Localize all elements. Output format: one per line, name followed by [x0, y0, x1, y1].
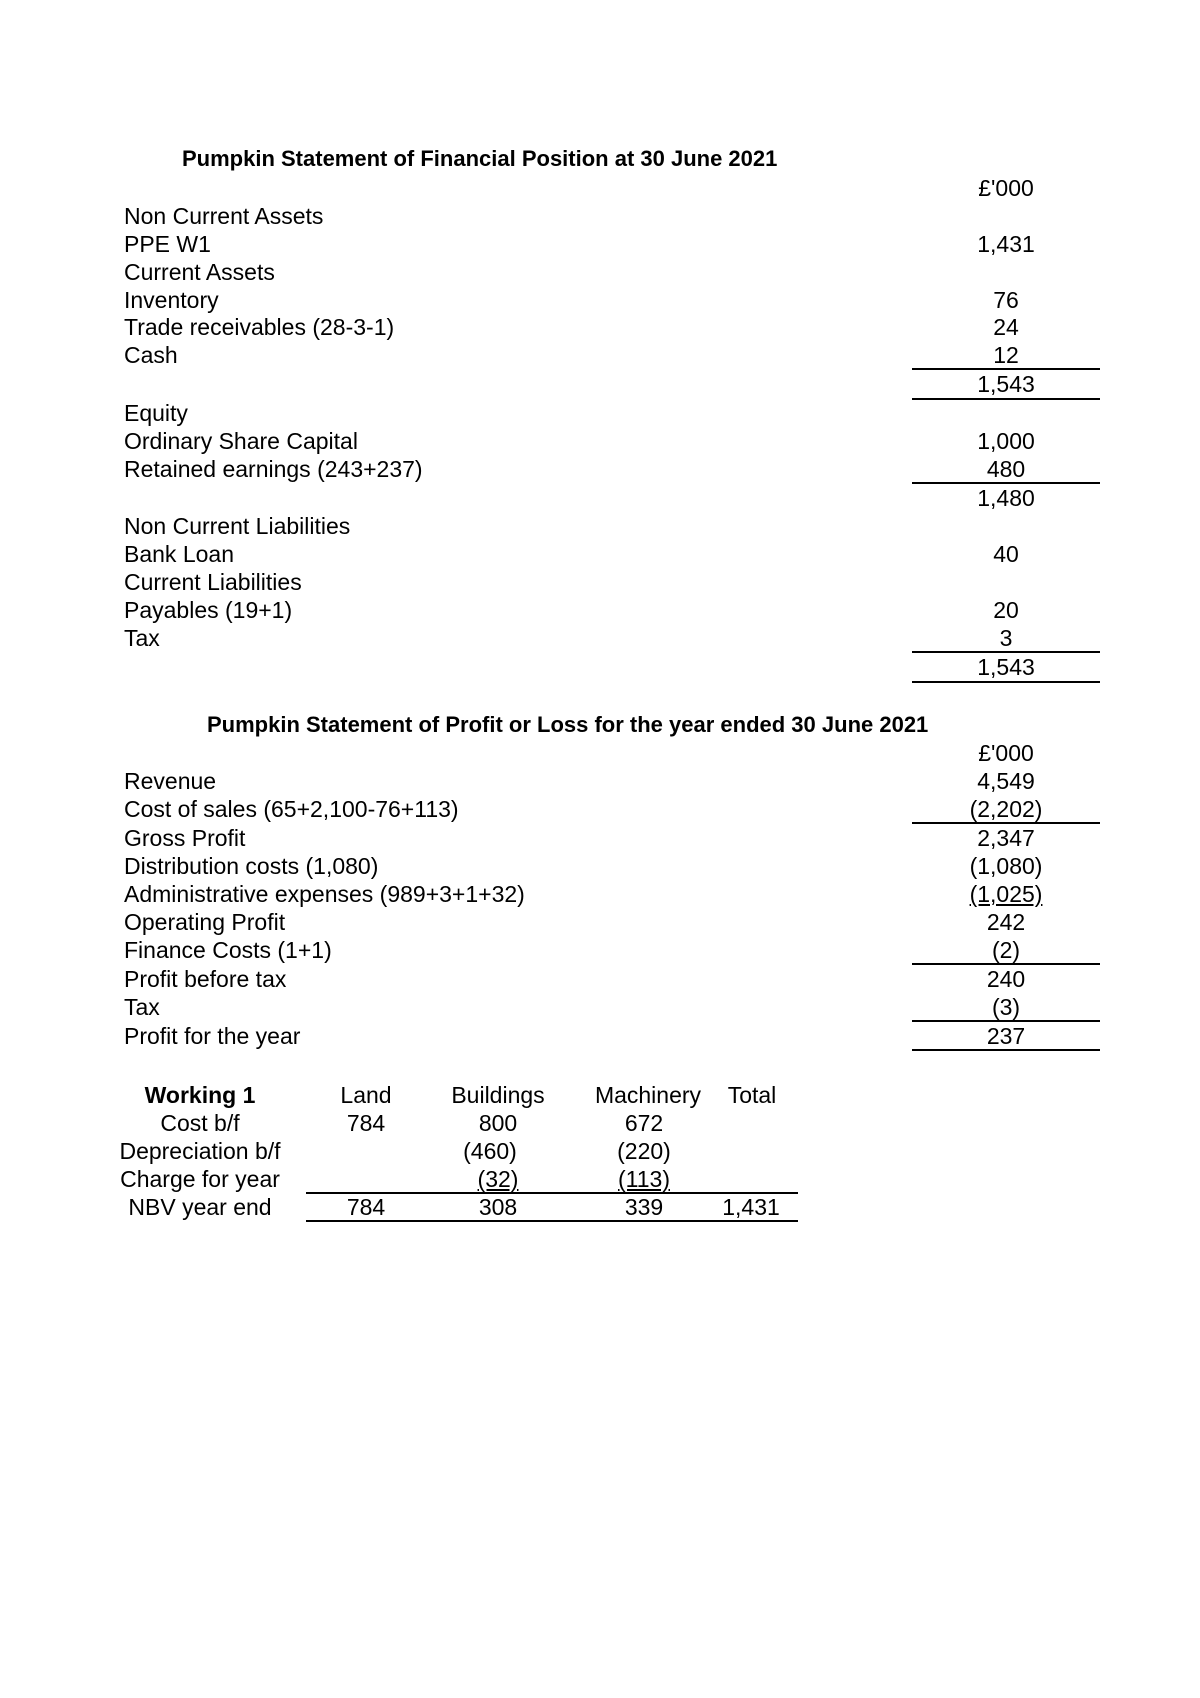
- col-header-machinery: Machinery: [594, 1082, 702, 1108]
- sopl-row-value: 242: [986, 909, 1026, 935]
- sofp-row-label: Payables (19+1): [124, 597, 293, 623]
- sofp-row-label: Cash: [124, 342, 178, 368]
- working-machinery-charge-text: (113): [618, 1166, 670, 1192]
- working-1-title: Working 1: [144, 1082, 256, 1108]
- sopl-row-label: Distribution costs (1,080): [124, 853, 379, 879]
- sopl-row-label: Operating Profit: [124, 909, 286, 935]
- working-total-value: 1,431: [722, 1194, 780, 1220]
- sopl-row-label: Cost of sales (65+2,100-76+113): [124, 796, 459, 822]
- sopl-unit-label: £'000: [978, 740, 1034, 766]
- sofp-row-value: 24: [993, 314, 1019, 340]
- working-row-label: NBV year end: [128, 1194, 272, 1220]
- working-row-label: Cost b/f: [160, 1110, 240, 1136]
- working-rule: [306, 1220, 798, 1222]
- working-machinery-value: (220): [617, 1138, 671, 1164]
- sopl-row-label: Finance Costs (1+1): [124, 937, 332, 963]
- sofp-row-value: 3: [999, 625, 1013, 651]
- working-machinery-value: [584, 1165, 704, 1193]
- sofp-row-label: PPE W1: [124, 231, 211, 257]
- sofp-row-label: Non Current Assets: [124, 203, 324, 229]
- sopl-row-value: (2,202): [969, 796, 1043, 822]
- sopl-title: Pumpkin Statement of Profit or Loss for the year ended 30 June 2021: [207, 712, 929, 737]
- sofp-title: Pumpkin Statement of Financial Position at 30 June 2021: [182, 146, 778, 171]
- sofp-row-value: 1,431: [977, 231, 1035, 257]
- sopl-row-label: Tax: [124, 994, 160, 1020]
- working-buildings-value: 308: [478, 1194, 518, 1220]
- sopl-row-value: 4,549: [977, 768, 1035, 794]
- sofp-row-label: Current Liabilities: [124, 569, 302, 595]
- sofp-row-label: Ordinary Share Capital: [124, 428, 358, 454]
- sofp-row-label: Current Assets: [124, 259, 275, 285]
- sofp-row-label: Inventory: [124, 287, 219, 313]
- working-row-label: Charge for year: [120, 1166, 280, 1192]
- sopl-row-label: Gross Profit: [124, 825, 246, 851]
- working-buildings-value: [438, 1165, 558, 1193]
- sofp-row-value: 480: [986, 456, 1026, 482]
- sofp-row-value: 12: [993, 342, 1019, 368]
- working-machinery-value: 672: [624, 1110, 664, 1136]
- working-land-value: 784: [346, 1110, 386, 1136]
- sofp-row-label: Tax: [124, 625, 160, 651]
- sofp-row-label: Bank Loan: [124, 541, 234, 567]
- sopl-row-label: Profit for the year: [124, 1023, 301, 1049]
- sopl-row-label: Profit before tax: [124, 966, 287, 992]
- sofp-row-label: Non Current Liabilities: [124, 513, 351, 539]
- working-machinery-value: 339: [624, 1194, 664, 1220]
- total-rule: [912, 681, 1100, 683]
- working-row-label: Depreciation b/f: [119, 1138, 281, 1164]
- col-header-total: Total: [727, 1082, 777, 1108]
- sofp-row-value: 76: [993, 287, 1019, 313]
- total-rule: [912, 1049, 1100, 1051]
- sopl-row-value: (2): [991, 937, 1021, 963]
- sofp-row-value: 20: [993, 597, 1019, 623]
- sofp-row-label: Trade receivables (28-3-1): [124, 314, 395, 340]
- sofp-unit-label: £'000: [978, 175, 1034, 201]
- total-equity-liabilities-value: 1,543: [977, 654, 1035, 680]
- sopl-row-label: Administrative expenses (989+3+1+32): [124, 881, 525, 907]
- sopl-row-value: (3): [991, 994, 1021, 1020]
- sofp-row-label: Retained earnings (243+237): [124, 456, 423, 482]
- working-buildings-value: 800: [478, 1110, 518, 1136]
- sofp-row-value: 1,000: [977, 428, 1035, 454]
- sopl-row-value: 240: [986, 966, 1026, 992]
- sofp-row-value: 40: [993, 541, 1019, 567]
- sopl-admin-value-text: (1,025): [969, 881, 1043, 907]
- working-buildings-charge-text: (32): [477, 1166, 519, 1192]
- sopl-row-value: [912, 880, 1100, 908]
- sopl-row-value: (1,080): [969, 853, 1043, 879]
- sopl-row-value: 2,347: [977, 825, 1035, 851]
- total-assets-value: 1,543: [977, 371, 1035, 397]
- sofp-row-label: Equity: [124, 400, 188, 426]
- sopl-row-value: 237: [986, 1023, 1026, 1049]
- working-land-value: 784: [346, 1194, 386, 1220]
- total-equity-value: 1,480: [977, 485, 1035, 511]
- col-header-land: Land: [340, 1082, 392, 1108]
- working-buildings-value: (460): [463, 1138, 517, 1164]
- sopl-row-label: Revenue: [124, 768, 217, 794]
- col-header-buildings: Buildings: [451, 1082, 545, 1108]
- total-rule: [912, 398, 1100, 400]
